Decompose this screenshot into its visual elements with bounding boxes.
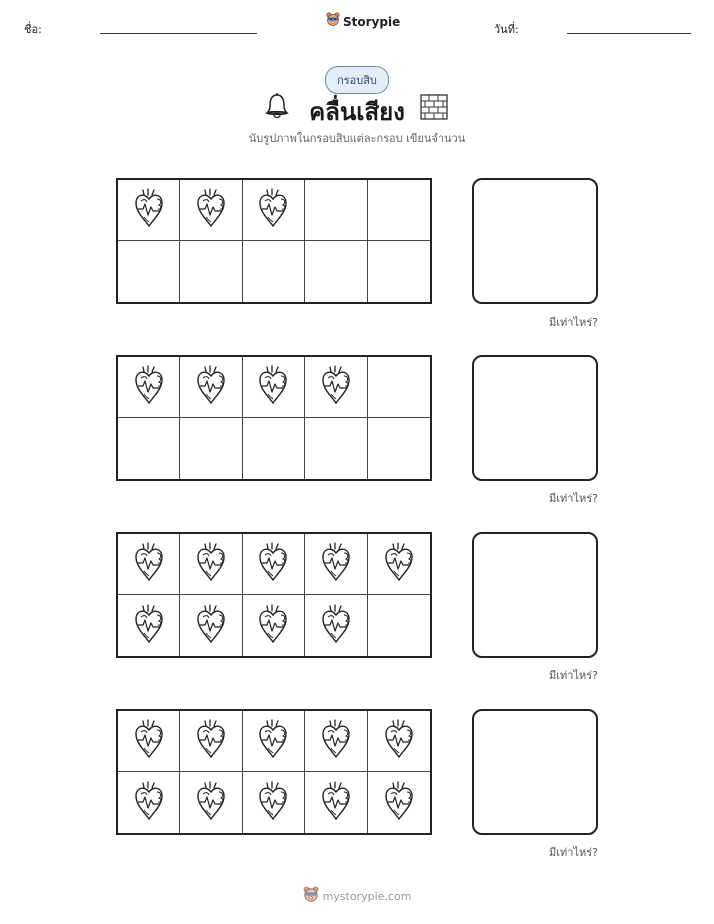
ten-frame-cell [305,180,367,241]
ten-frame-cell [180,711,242,772]
bell-icon [264,92,290,124]
bear-mascot-icon [303,886,319,906]
anatomical-heart-icon [256,187,290,233]
brand-logo [326,12,400,31]
ten-frame-cell [118,180,180,241]
ten-frame-3 [116,532,432,658]
ten-frame-cell [368,595,430,656]
anatomical-heart-icon [194,364,228,410]
bear-mascot-icon [326,12,340,31]
ten-frame-cell [305,711,367,772]
ten-frame-cell [243,534,305,595]
ten-frame-cell [180,357,242,418]
anatomical-heart-icon [132,718,166,764]
anatomical-heart-icon [319,541,353,587]
anatomical-heart-icon [194,780,228,826]
anatomical-heart-icon [319,364,353,410]
anatomical-heart-icon [194,541,228,587]
answer-box-4[interactable] [472,709,598,835]
question-prompt-1: มีเท่าไหร่? [549,316,598,329]
instructions: นับรูปภาพในกรอบสิบแต่ละกรอบ เขียนจำนวน [248,132,466,145]
topic-tag: กรอบสิบ [325,66,389,94]
question-prompt-4: มีเท่าไหร่? [549,846,598,859]
name-line[interactable] [100,33,257,34]
anatomical-heart-icon [382,541,416,587]
ten-frame-cell [118,534,180,595]
anatomical-heart-icon [382,780,416,826]
ten-frame-cell [305,241,367,302]
anatomical-heart-icon [194,603,228,649]
ten-frame-cell [368,418,430,479]
ten-frame-cell [118,241,180,302]
ten-frame-cell [368,357,430,418]
ten-frame-cell [305,534,367,595]
ten-frame-cell [368,241,430,302]
ten-frame-cell [368,180,430,241]
ten-frame-cell [305,357,367,418]
ten-frame-cell [180,180,242,241]
date-label: วันที่: [494,23,519,36]
ten-frame-cell [243,418,305,479]
question-prompt-3: มีเท่าไหร่? [549,669,598,682]
anatomical-heart-icon [319,718,353,764]
anatomical-heart-icon [256,364,290,410]
ten-frame-cell [180,772,242,833]
footer-url[interactable]: mystorypie.com [322,889,412,903]
footer [0,886,714,906]
ten-frame-cell [368,534,430,595]
page-title: คลื่นเสียง [309,98,405,126]
anatomical-heart-icon [256,603,290,649]
ten-frame-4 [116,709,432,835]
ten-frame-cell [368,711,430,772]
ten-frame-cell [118,595,180,656]
ten-frame-cell [180,534,242,595]
anatomical-heart-icon [132,364,166,410]
ten-frame-cell [243,772,305,833]
brand-name: Storypie [343,14,401,29]
ten-frame-cell [305,772,367,833]
date-line[interactable] [567,33,691,34]
anatomical-heart-icon [256,780,290,826]
answer-box-1[interactable] [472,178,598,304]
ten-frame-2 [116,355,432,481]
ten-frame-cell [118,711,180,772]
answer-box-3[interactable] [472,532,598,658]
ten-frame-cell [243,711,305,772]
anatomical-heart-icon [194,187,228,233]
anatomical-heart-icon [132,187,166,233]
ten-frame-cell [180,418,242,479]
anatomical-heart-icon [194,718,228,764]
anatomical-heart-icon [132,780,166,826]
ten-frame-cell [180,241,242,302]
anatomical-heart-icon [132,541,166,587]
ten-frame-cell [305,418,367,479]
answer-box-2[interactable] [472,355,598,481]
anatomical-heart-icon [132,603,166,649]
ten-frame-cell [368,772,430,833]
ten-frame-cell [243,241,305,302]
anatomical-heart-icon [256,718,290,764]
anatomical-heart-icon [319,780,353,826]
ten-frame-cell [180,595,242,656]
ten-frame-cell [118,418,180,479]
ten-frame-cell [118,772,180,833]
anatomical-heart-icon [382,718,416,764]
ten-frame-cell [305,595,367,656]
ten-frame-cell [243,180,305,241]
ten-frame-cell [243,357,305,418]
name-label: ชื่อ: [24,23,42,36]
question-prompt-2: มีเท่าไหร่? [549,492,598,505]
brick-wall-icon [420,94,448,124]
anatomical-heart-icon [256,541,290,587]
ten-frame-cell [118,357,180,418]
anatomical-heart-icon [319,603,353,649]
ten-frame-1 [116,178,432,304]
ten-frame-cell [243,595,305,656]
